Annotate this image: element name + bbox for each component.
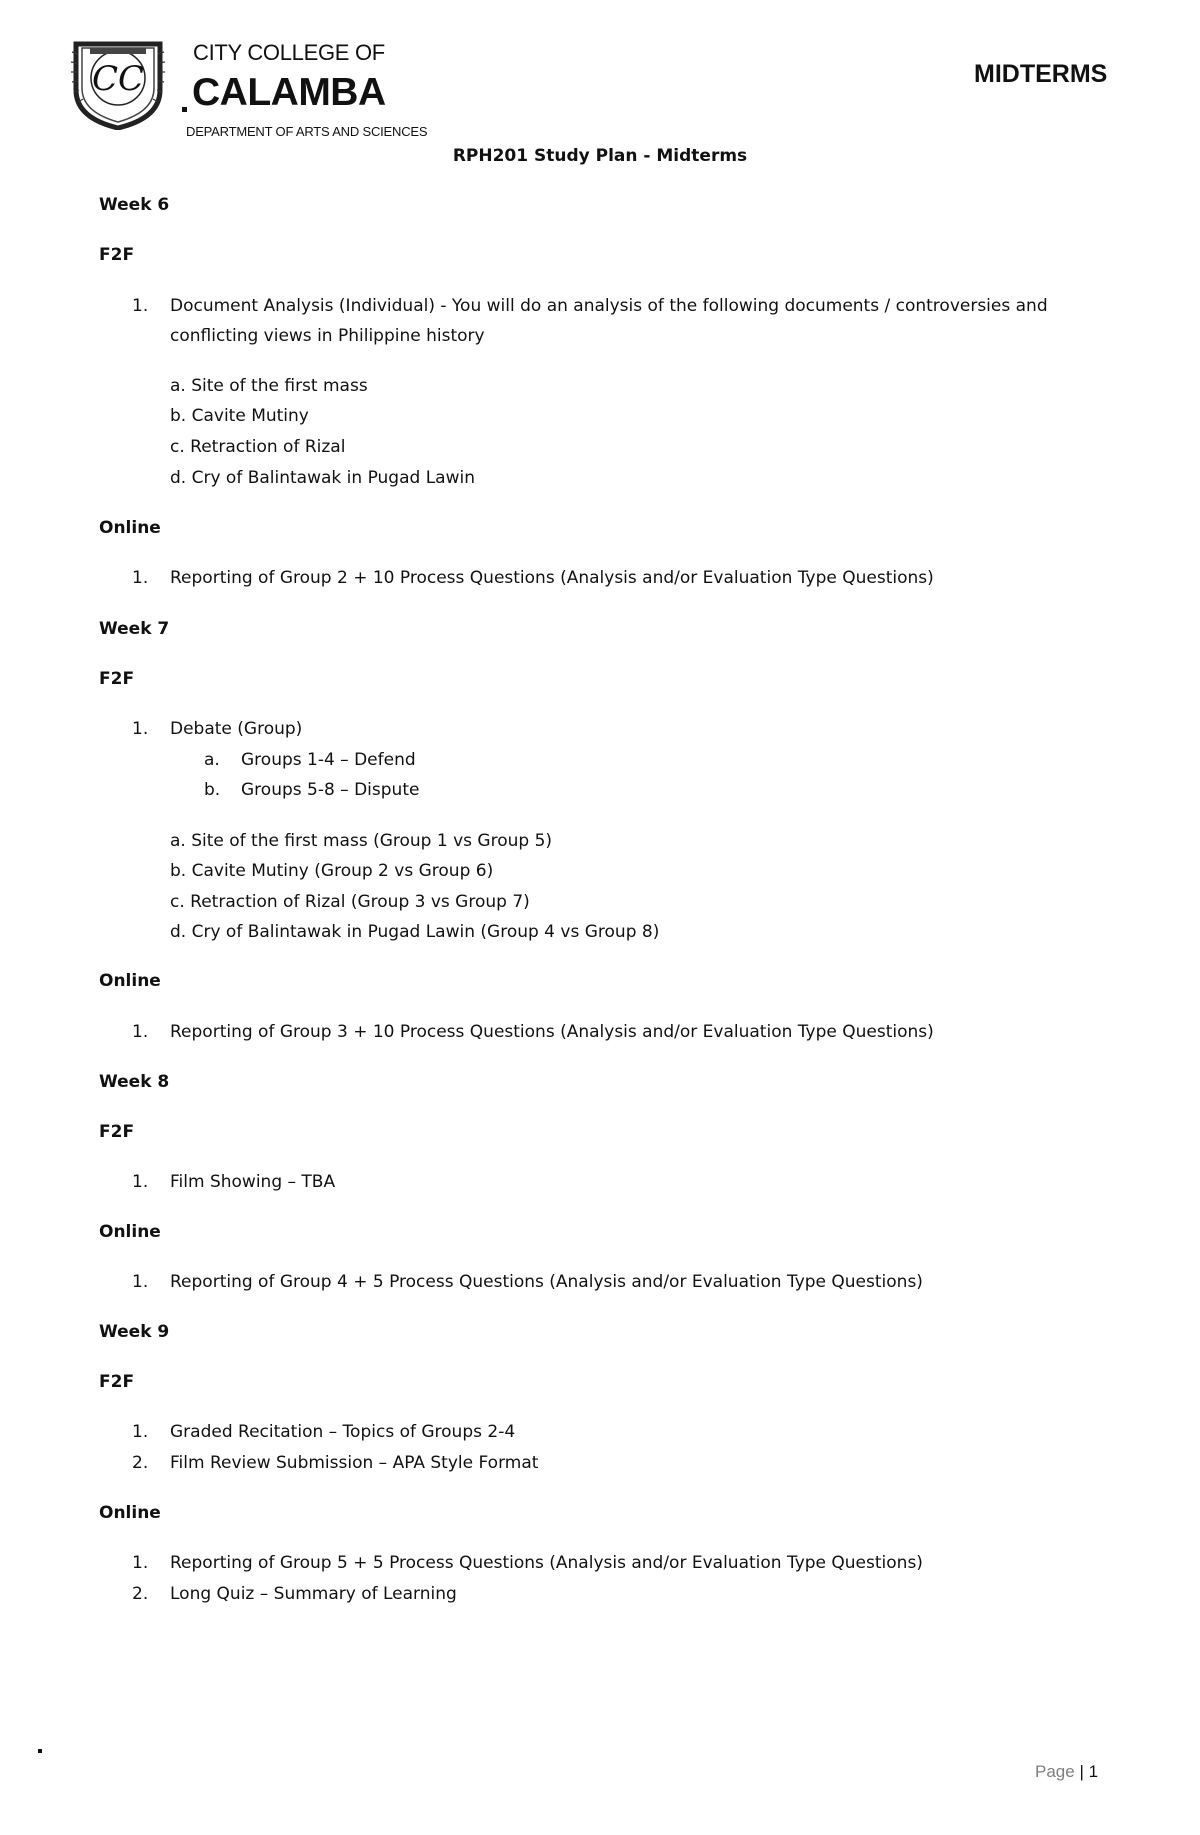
list-item: Film Showing – TBA: [170, 1172, 336, 1192]
college-name-line2: CALAMBA: [192, 71, 386, 114]
list-item: Reporting of Group 3 + 10 Process Questions (Analysis and/or Evaluation Type Questions): [170, 1022, 934, 1042]
online-heading: Online: [99, 1503, 161, 1523]
week-heading: Week 6: [99, 195, 170, 215]
list-item: Long Quiz – Summary of Learning: [170, 1584, 457, 1604]
document-header: [0, 0, 1200, 165]
college-name-line1: CITY COLLEGE OF: [193, 40, 385, 65]
list-item: Reporting of Group 2 + 10 Process Questions (Analysis and/or Evaluation Type Questions): [170, 568, 934, 588]
page-label: Page: [1035, 1762, 1075, 1781]
letter-item: b. Cavite Mutiny: [170, 406, 309, 426]
page-number: 1: [1088, 1762, 1099, 1781]
f2f-heading: F2F: [99, 245, 135, 265]
letter-item: a. Site of the first mass (Group 1 vs Group 5): [170, 831, 553, 851]
midterms-label: MIDTERMS: [974, 60, 1108, 88]
list-number: 1.: [132, 1272, 149, 1292]
list-number: 1.: [132, 568, 149, 588]
sub-list-letter: a.: [204, 750, 220, 770]
f2f-heading: F2F: [99, 1372, 135, 1392]
letter-item: a. Site of the first mass: [170, 376, 368, 396]
f2f-heading: F2F: [99, 1122, 135, 1142]
list-number: 1.: [132, 1553, 149, 1573]
list-number: 1.: [132, 719, 149, 739]
list-number: 1.: [132, 296, 149, 316]
week-heading: Week 8: [99, 1072, 170, 1092]
page-separator: |: [1079, 1762, 1084, 1781]
online-heading: Online: [99, 1222, 161, 1242]
letter-item: d. Cry of Balintawak in Pugad Lawin (Group 4 vs Group 8): [170, 922, 660, 942]
list-item: Film Review Submission – APA Style Format: [170, 1453, 539, 1473]
letter-item: c. Retraction of Rizal (Group 3 vs Group 7): [170, 892, 530, 912]
list-number: 2.: [132, 1453, 149, 1473]
list-item-continuation: conflicting views in Philippine history: [170, 326, 485, 346]
sub-list-letter: b.: [204, 780, 221, 800]
college-seal-logo: [68, 38, 168, 130]
online-heading: Online: [99, 518, 161, 538]
list-number: 1.: [132, 1422, 149, 1442]
list-item: Debate (Group): [170, 719, 303, 739]
sub-list-item: Groups 5-8 – Dispute: [241, 780, 420, 800]
list-number: 1.: [132, 1172, 149, 1192]
letter-item: b. Cavite Mutiny (Group 2 vs Group 6): [170, 861, 494, 881]
f2f-heading: F2F: [99, 669, 135, 689]
logo-initials: CC: [91, 59, 145, 99]
list-item: Document Analysis (Individual) - You will do an analysis of the following documents / controversies and: [170, 296, 1048, 316]
online-heading: Online: [99, 971, 161, 991]
footer-bullet-dot: [38, 1749, 42, 1753]
week-heading: Week 9: [99, 1322, 170, 1342]
week-heading: Week 7: [99, 619, 170, 639]
letter-item: d. Cry of Balintawak in Pugad Lawin: [170, 468, 475, 488]
page-number-footer: [1035, 1762, 1098, 1782]
department-name: DEPARTMENT OF ARTS AND SCIENCES: [186, 124, 428, 139]
list-item: Reporting of Group 5 + 5 Process Questions (Analysis and/or Evaluation Type Questions): [170, 1553, 923, 1573]
document-title: RPH201 Study Plan - Midterms: [452, 146, 748, 166]
list-item: Reporting of Group 4 + 5 Process Questions (Analysis and/or Evaluation Type Questions): [170, 1272, 923, 1292]
list-item: Graded Recitation – Topics of Groups 2-4: [170, 1422, 516, 1442]
sub-list-item: Groups 1-4 – Defend: [241, 750, 416, 770]
list-number: 1.: [132, 1022, 149, 1042]
letter-item: c. Retraction of Rizal: [170, 437, 346, 457]
bullet-dot: [182, 107, 187, 112]
list-number: 2.: [132, 1584, 149, 1604]
